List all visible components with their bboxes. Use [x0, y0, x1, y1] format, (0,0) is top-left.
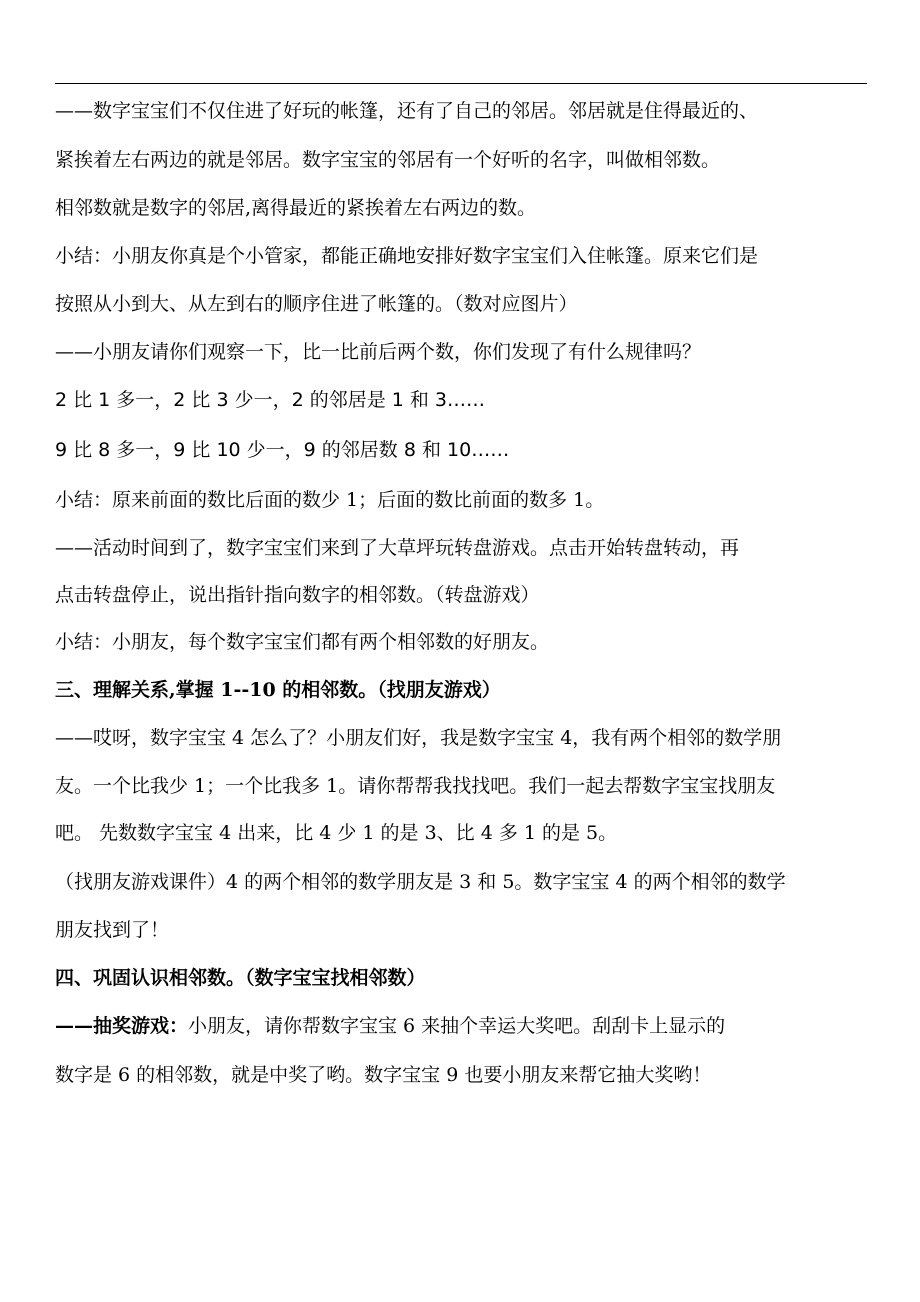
- header-rule: [55, 83, 867, 84]
- paragraph-line: 数字是 6 的相邻数，就是中奖了哟。数字宝宝 9 也要小朋友来帮它抽大奖哟！: [55, 1064, 712, 1086]
- paragraph-line: 紧挨着左右两边的就是邻居。数字宝宝的邻居有一个好听的名字，叫做相邻数。: [55, 149, 721, 171]
- paragraph-line: 按照从小到大、从左到右的顺序住进了帐篷的。（数对应图片）: [55, 293, 578, 315]
- summary-line: 小结：原来前面的数比后面的数少 1；后面的数比前面的数多 1。: [55, 489, 605, 511]
- paragraph-line: 吧。 先数数字宝宝 4 出来，比 4 少 1 的是 3、比 4 多 1 的是 5。: [55, 822, 618, 844]
- section-heading: 四、巩固认识相邻数。（数字宝宝找相邻数）: [55, 967, 426, 989]
- paragraph-line: 相邻数就是数字的邻居,离得最近的紧挨着左右两边的数。: [55, 197, 537, 219]
- section-heading: 三、理解关系,掌握 1--10 的相邻数。（找朋友游戏）: [55, 679, 501, 701]
- paragraph-line: ——小朋友请你们观察一下，比一比前后两个数，你们发现了有什么规律吗？: [55, 341, 702, 363]
- paragraph-line: ——哎呀，数字宝宝 4 怎么了？小朋友们好，我是数字宝宝 4，我有两个相邻的数学朋: [55, 727, 782, 749]
- example-line: 9 比 8 多一，9 比 10 少一，9 的邻居数 8 和 10……: [55, 439, 510, 461]
- paragraph-line: （找朋友游戏课件）4 的两个相邻的数学朋友是 3 和 5。数字宝宝 4 的两个相邻的数学: [55, 871, 786, 893]
- paragraph-line: 点击转盘停止，说出指针指向数字的相邻数。（转盘游戏）: [55, 584, 540, 606]
- paragraph-line: ——活动时间到了，数字宝宝们来到了大草坪玩转盘游戏。点击开始转盘转动，再: [55, 537, 740, 559]
- paragraph-line: [55, 1013, 725, 1039]
- summary-line: 小结：小朋友，每个数字宝宝们都有两个相邻数的好朋友。: [55, 631, 550, 653]
- lottery-text: 小朋友，请你帮数字宝宝 6 来抽个幸运大奖吧。刮刮卡上显示的: [188, 1015, 726, 1037]
- example-line: 2 比 1 多一，2 比 3 少一，2 的邻居是 1 和 3……: [55, 389, 486, 411]
- paragraph-line: 友。一个比我少 1；一个比我多 1。请你帮帮我找找吧。我们一起去帮数字宝宝找朋友: [55, 775, 776, 797]
- summary-line: 小结：小朋友你真是个小管家，都能正确地安排好数字宝宝们入住帐篷。原来它们是: [55, 245, 759, 267]
- paragraph-line: ——数字宝宝们不仅住进了好玩的帐篷，还有了自己的邻居。邻居就是住得最近的、: [55, 100, 759, 122]
- paragraph-line: 朋友找到了！: [55, 919, 170, 941]
- lottery-label: ——抽奖游戏：: [55, 1015, 189, 1037]
